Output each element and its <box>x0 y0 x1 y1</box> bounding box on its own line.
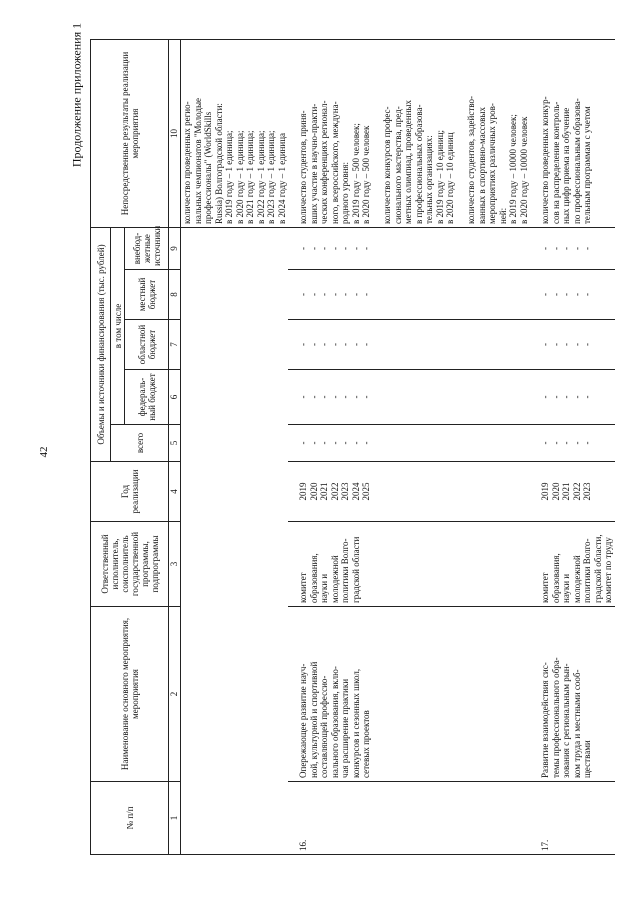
dash-value: - <box>582 247 592 250</box>
dash-value: - <box>319 441 329 445</box>
dash-value: - <box>361 293 371 296</box>
dash-value: - <box>350 343 361 346</box>
dash-value: - <box>571 343 582 346</box>
dash-value: - <box>319 343 329 346</box>
text-line: составляющей профессио- <box>319 675 329 778</box>
col-number: 7 <box>169 320 181 370</box>
text-line: в 2019 году – 10000 человек; <box>508 114 518 224</box>
row-responsible <box>288 522 530 607</box>
funding-federal-cell <box>288 370 530 425</box>
dash-value: - <box>582 395 592 399</box>
dash-value: - <box>361 247 371 250</box>
top-result-cell <box>181 40 289 228</box>
text-line: политики Волго- <box>340 538 350 603</box>
funding-local-cell <box>530 270 615 320</box>
year-value: 2020 <box>550 482 561 501</box>
row-responsible <box>530 522 615 607</box>
dash-value: - <box>550 441 561 445</box>
dash-value: - <box>350 247 361 250</box>
col-number: 6 <box>169 370 181 425</box>
header-num: № п/п <box>91 782 169 855</box>
text-line: в 2020 году – 10000 человек <box>518 116 529 224</box>
text-line: мероприятиях различных уров- <box>487 103 497 224</box>
dash-value: - <box>350 293 361 296</box>
text-line: в профессиональных образова- <box>413 104 424 224</box>
text-line: ней: <box>497 207 508 224</box>
header-responsible: Ответственный исполнитель, соисполнитель государственной программы, подпрограммы <box>91 522 169 607</box>
dash-value: - <box>298 343 308 346</box>
dash-value: - <box>550 293 561 296</box>
dash-value: - <box>540 293 550 296</box>
col-number: 1 <box>169 782 181 855</box>
funding-regional-cell <box>530 320 615 370</box>
dash-value: - <box>361 343 371 346</box>
dash-value: - <box>308 247 319 250</box>
dash-value: - <box>340 247 350 250</box>
text-line: ного, всероссийского, междуна- <box>329 101 340 224</box>
text-line: в 2021 году – 1 единица; <box>245 130 255 224</box>
dash-value: - <box>561 343 571 346</box>
text-line: сов на распределение контроль- <box>550 101 561 224</box>
row-number: 16. <box>288 782 530 855</box>
dash-value: - <box>329 441 340 445</box>
text-line: ществами <box>582 740 592 778</box>
row-number: 17. <box>530 782 615 855</box>
program-table <box>90 39 615 855</box>
text-line: вших участие в научно-практи- <box>308 103 319 224</box>
text-line: ком труда и местными сооб- <box>571 669 582 778</box>
year-value: 2023 <box>582 482 592 501</box>
text-line: градской области <box>350 536 361 603</box>
header-offbudget: внебюд-жетные источники <box>125 228 169 270</box>
year-value: 2024 <box>350 482 361 501</box>
text-line: в 2023 году – 1 единица; <box>266 130 276 224</box>
dash-value: - <box>550 395 561 399</box>
page-number: 42 <box>38 446 50 458</box>
col-number: 10 <box>169 40 181 228</box>
text-line: зования с региональным рын- <box>561 663 571 778</box>
dash-value: - <box>308 395 319 399</box>
text-line: количество студентов, задейство- <box>466 96 476 224</box>
blank-line <box>372 43 383 224</box>
text-line: комитет по труду <box>603 537 613 603</box>
dash-value: - <box>561 293 571 296</box>
text-line: в 2019 году – 10 единиц; <box>434 129 445 224</box>
empty-cell <box>181 228 289 855</box>
year-value: 2021 <box>561 482 571 501</box>
dash-value: - <box>319 247 329 250</box>
dash-value: - <box>571 247 582 250</box>
year-value: 2022 <box>329 482 340 501</box>
text-line: ванных в спортивно-массовых <box>476 107 487 224</box>
continuation-label: Продолжение приложения 1 <box>69 22 84 168</box>
funding-total-cell <box>530 425 615 462</box>
col-number: 4 <box>169 462 181 522</box>
dash-value: - <box>571 293 582 296</box>
text-line: чая расширение практики <box>340 678 350 778</box>
dash-value: - <box>350 395 361 399</box>
text-line: количество студентов, приня- <box>298 110 308 224</box>
funding-offbudget-cell <box>288 228 530 270</box>
text-line: в 2024 году – 1 единица <box>276 132 287 224</box>
dash-value: - <box>550 247 561 250</box>
header-funding: Объемы и источники финансирования (тыс. рублей) <box>91 228 111 462</box>
funding-federal-cell <box>530 370 615 425</box>
funding-total-cell <box>288 425 530 462</box>
text-line: количество проведенных конкур- <box>540 96 550 224</box>
header-regional: областной бюджет <box>125 320 169 370</box>
funding-regional-cell <box>288 320 530 370</box>
dash-value: - <box>350 441 361 445</box>
text-line: метных олимпиад, проведенных <box>403 100 413 224</box>
text-line: Развитие взаимодействия сис- <box>540 662 550 778</box>
text-line: политики Волго- <box>582 538 592 603</box>
dash-value: - <box>340 395 350 399</box>
text-line: градской области, <box>592 534 603 603</box>
text-line: комитет образования, <box>298 553 319 603</box>
row-result <box>530 40 615 228</box>
dash-value: - <box>298 395 308 399</box>
text-line: конкурсов и сезонных школ, <box>350 668 361 778</box>
text-line: ческих конференциях регионал- <box>319 100 329 224</box>
year-value: 2025 <box>361 482 371 501</box>
row-result <box>288 40 530 228</box>
text-line: в 2019 году – 1 единица; <box>224 130 234 224</box>
year-value: 2022 <box>571 482 582 501</box>
header-federal: федераль-ный бюджет <box>125 370 169 425</box>
text-line: по профессиональным образова- <box>571 98 582 224</box>
year-value: 2023 <box>340 482 350 501</box>
header-local: местный бюджет <box>125 270 169 320</box>
header-name: Наименование основного мероприятия, мероприятия <box>91 607 169 782</box>
dash-value: - <box>308 343 319 346</box>
dash-value: - <box>561 247 571 250</box>
year-value: 2019 <box>298 482 308 501</box>
col-number: 3 <box>169 522 181 607</box>
col-number: 8 <box>169 270 181 320</box>
dash-value: - <box>329 343 340 346</box>
col-number: 5 <box>169 425 181 462</box>
text-line: ных цифр приема на обучение <box>561 107 571 224</box>
text-line: в 2022 году – 1 единица; <box>255 130 266 224</box>
text-line: комитет образования, <box>540 553 561 603</box>
rotated-table-area <box>90 40 618 855</box>
text-line: в 2020 году – 500 человек <box>361 125 371 224</box>
text-line: профессионалы" (WorldSkills <box>203 111 213 224</box>
dash-value: - <box>308 441 319 445</box>
dash-value: - <box>571 395 582 399</box>
text-line: науки и молодежной <box>319 555 340 603</box>
dash-value: - <box>571 441 582 445</box>
text-line: темы профессионального обра- <box>550 657 561 778</box>
funding-local-cell <box>288 270 530 320</box>
text-line: количество проведенных регио- <box>182 101 192 224</box>
text-line: сионального мастерства, пред- <box>392 106 403 224</box>
text-line: науки и молодежной <box>561 555 582 603</box>
dash-value: - <box>582 293 592 296</box>
year-value: 2021 <box>319 482 329 501</box>
text-line: родного уровня: <box>340 161 350 224</box>
dash-value: - <box>361 395 371 399</box>
header-result: Непосредственные результаты реализации мероприятия <box>91 40 169 228</box>
table-row <box>530 40 615 855</box>
text-line: в 2020 году – 1 единица; <box>234 130 245 224</box>
dash-value: - <box>582 343 592 346</box>
text-line: Russia) Волгоградской области: <box>213 103 224 224</box>
col-number: 9 <box>169 228 181 270</box>
dash-value: - <box>340 293 350 296</box>
text-line: в 2019 году – 500 человек; <box>350 123 361 224</box>
dash-value: - <box>298 293 308 296</box>
row-years <box>288 462 530 522</box>
dash-value: - <box>340 343 350 346</box>
dash-value: - <box>329 247 340 250</box>
dash-value: - <box>329 293 340 296</box>
dash-value: - <box>561 441 571 445</box>
funding-offbudget-cell <box>530 228 615 270</box>
row-years <box>530 462 615 522</box>
text-line: в 2020 году – 10 единиц <box>445 132 455 224</box>
text-line: тельным программам с учетом <box>582 106 592 224</box>
text-line: Опережающее развитие науч- <box>298 663 308 778</box>
text-line: сетевых проектов <box>361 710 371 778</box>
text-line: количество конкурсов профес- <box>382 106 392 224</box>
row-name <box>288 607 530 782</box>
dash-value: - <box>582 441 592 445</box>
header-incl: в том числе <box>111 228 125 425</box>
year-value: 2020 <box>308 482 319 501</box>
text-line: нальных чемпионатов "Молодые <box>192 97 203 224</box>
dash-value: - <box>308 293 319 296</box>
header-total: всего <box>111 425 169 462</box>
dash-value: - <box>540 441 550 445</box>
table-row <box>288 40 530 855</box>
dash-value: - <box>319 293 329 296</box>
col-number: 2 <box>169 607 181 782</box>
text-line: нального образования, вклю- <box>329 666 340 778</box>
blank-line <box>456 43 467 224</box>
dash-value: - <box>550 343 561 346</box>
header-year: Год реализации <box>91 462 169 522</box>
dash-value: - <box>540 247 550 250</box>
dash-value: - <box>540 395 550 399</box>
dash-value: - <box>361 441 371 445</box>
text-line: тельных организациях: <box>424 135 434 224</box>
dash-value: - <box>561 395 571 399</box>
dash-value: - <box>340 441 350 445</box>
year-value: 2019 <box>540 482 550 501</box>
row-name <box>530 607 615 782</box>
dash-value: - <box>319 395 329 399</box>
dash-value: - <box>298 441 308 445</box>
text-line: ной, культурной и спортивной <box>308 661 319 778</box>
dash-value: - <box>329 395 340 399</box>
dash-value: - <box>540 343 550 346</box>
dash-value: - <box>298 247 308 250</box>
